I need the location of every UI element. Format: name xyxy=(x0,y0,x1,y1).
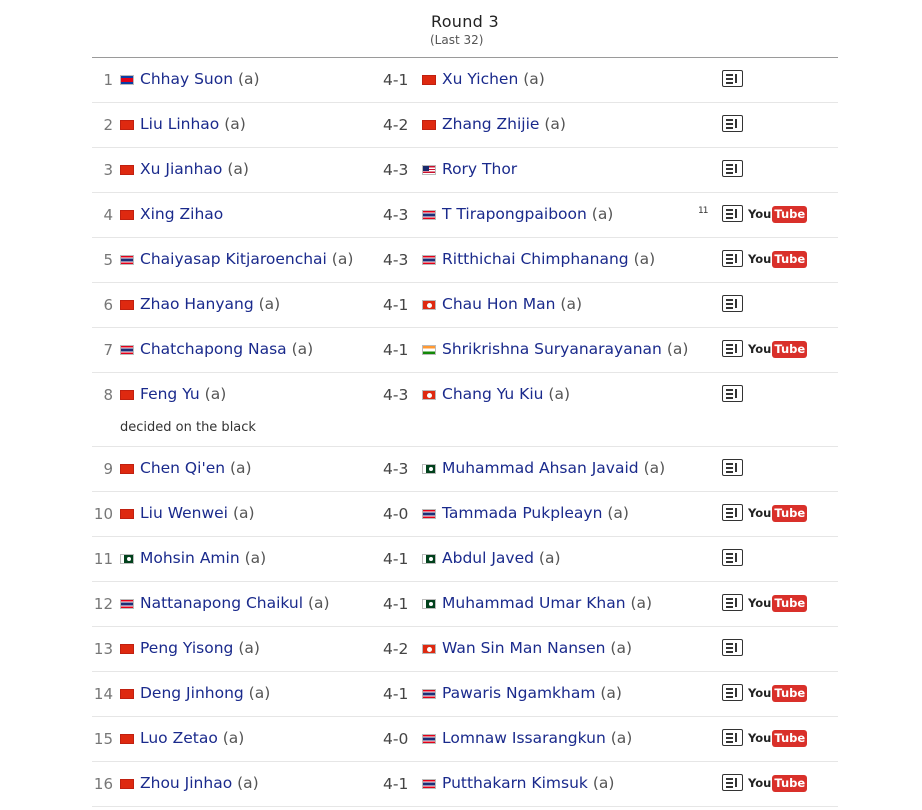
player-two xyxy=(422,639,632,657)
player-two-name[interactable]: Xu Yichen xyxy=(442,70,519,88)
match-row xyxy=(92,238,838,283)
frame-scores-icon[interactable] xyxy=(722,729,743,746)
match-row xyxy=(92,193,838,238)
player-one xyxy=(120,684,270,702)
player-two xyxy=(422,115,566,133)
player-two-name[interactable]: Pawaris Ngamkham xyxy=(442,684,596,702)
china-flag-icon xyxy=(120,120,134,130)
player-two-amateur-tag: (a) xyxy=(630,594,653,612)
player-two-amateur-tag: (a) xyxy=(523,70,545,88)
thailand-flag-icon xyxy=(422,734,436,744)
player-two-amateur-tag: (a) xyxy=(610,729,633,747)
player-one xyxy=(120,250,353,268)
player-one-amateur-tag: (a) xyxy=(232,504,255,522)
player-two-name[interactable]: Chang Yu Kiu xyxy=(442,385,544,403)
youtube-icon[interactable] xyxy=(748,775,807,792)
frame-scores-icon[interactable] xyxy=(722,70,743,87)
hongkong-flag-icon xyxy=(422,644,436,654)
player-one-name[interactable]: Peng Yisong xyxy=(140,639,234,657)
player-one-amateur-tag: (a) xyxy=(237,70,260,88)
match-score: 4-0 xyxy=(383,505,409,523)
player-two-amateur-tag: (a) xyxy=(538,549,561,567)
player-one-amateur-tag: (a) xyxy=(238,639,260,657)
player-two-amateur-tag: (a) xyxy=(610,639,632,657)
youtube-logo-tube: Tube xyxy=(774,252,806,266)
pakistan-flag-icon xyxy=(120,554,134,564)
player-one-name[interactable]: Nattanapong Chaikul xyxy=(140,594,304,612)
frame-scores-icon[interactable] xyxy=(722,594,743,611)
player-two xyxy=(422,459,665,477)
youtube-logo-tube: Tube xyxy=(774,731,806,745)
thailand-flag-icon xyxy=(120,255,134,265)
youtube-logo-you: You xyxy=(748,506,772,520)
match-number: 2 xyxy=(103,116,113,134)
match-number: 15 xyxy=(93,730,113,748)
match-score: 4-2 xyxy=(383,116,409,134)
youtube-icon[interactable] xyxy=(748,251,807,268)
china-flag-icon xyxy=(120,509,134,519)
match-score: 4-3 xyxy=(383,251,409,269)
hongkong-flag-icon xyxy=(422,390,436,400)
round-title: Round 3 xyxy=(431,12,499,31)
china-flag-icon xyxy=(422,120,436,130)
player-two-name[interactable]: Shrikrishna Suryanarayanan xyxy=(442,340,662,358)
player-two xyxy=(422,205,613,223)
youtube-logo-tube: Tube xyxy=(774,596,806,610)
match-number: 16 xyxy=(93,775,113,793)
pakistan-flag-icon xyxy=(422,599,436,609)
player-one xyxy=(120,639,260,657)
match-row xyxy=(92,717,838,762)
match-row xyxy=(92,447,838,492)
player-two-amateur-tag: (a) xyxy=(607,504,629,522)
player-two-name[interactable]: Muhammad Ahsan Javaid xyxy=(442,459,639,477)
frame-scores-icon[interactable] xyxy=(722,250,743,267)
player-one-name[interactable]: Xing Zihao xyxy=(140,205,224,223)
thailand-flag-icon xyxy=(120,345,134,355)
player-one-name[interactable]: Chatchapong Nasa xyxy=(140,340,287,358)
player-one xyxy=(120,594,330,612)
player-one-amateur-tag: (a) xyxy=(204,385,227,403)
player-two xyxy=(422,774,614,792)
match-score: 4-2 xyxy=(383,640,409,658)
results-panel xyxy=(92,0,838,807)
match-score: 4-3 xyxy=(383,386,409,404)
player-one-amateur-tag: (a) xyxy=(244,549,267,567)
player-two-amateur-tag: (a) xyxy=(600,684,622,702)
match-row xyxy=(92,672,838,717)
player-two xyxy=(422,70,545,88)
player-one-amateur-tag: (a) xyxy=(237,774,259,792)
player-one-name[interactable]: Luo Zetao xyxy=(140,729,218,747)
player-two-amateur-tag: (a) xyxy=(560,295,583,313)
youtube-icon[interactable] xyxy=(748,595,807,612)
frame-scores-icon[interactable] xyxy=(722,639,743,656)
youtube-logo-you: You xyxy=(748,731,772,745)
match-note: decided on the black xyxy=(120,420,256,435)
player-two-name[interactable]: Zhang Zhijie xyxy=(442,115,540,133)
player-one-name[interactable]: Deng Jinhong xyxy=(140,684,244,702)
match-number: 6 xyxy=(103,296,113,314)
player-two-amateur-tag: (a) xyxy=(643,459,666,477)
player-two xyxy=(422,504,629,522)
frame-scores-icon[interactable] xyxy=(722,684,743,701)
player-one xyxy=(120,385,226,403)
player-two-name[interactable]: Wan Sin Man Nansen xyxy=(442,639,606,657)
match-number: 8 xyxy=(103,386,113,404)
china-flag-icon xyxy=(120,300,134,310)
player-one xyxy=(120,774,259,792)
player-two xyxy=(422,160,517,178)
frame-scores-icon[interactable] xyxy=(722,205,743,222)
usa-flag-icon xyxy=(422,165,436,175)
player-one xyxy=(120,205,223,223)
match-score: 4-3 xyxy=(383,460,409,478)
player-two xyxy=(422,684,622,702)
player-one xyxy=(120,549,266,567)
pakistan-flag-icon xyxy=(422,554,436,564)
player-two-name[interactable]: T Tirapongpaiboon xyxy=(442,205,587,223)
player-two xyxy=(422,250,655,268)
youtube-logo-you: You xyxy=(748,686,772,700)
frame-scores-icon[interactable] xyxy=(722,160,743,177)
player-two-amateur-tag: (a) xyxy=(591,205,614,223)
match-number: 13 xyxy=(93,640,113,658)
player-two-name[interactable]: Lomnaw Issarangkun xyxy=(442,729,606,747)
player-one-amateur-tag: (a) xyxy=(308,594,330,612)
match-number: 10 xyxy=(93,505,113,523)
hongkong-flag-icon xyxy=(422,300,436,310)
thailand-flag-icon xyxy=(422,255,436,265)
match-row xyxy=(92,492,838,537)
youtube-logo-tube: Tube xyxy=(774,342,806,356)
player-one xyxy=(120,340,313,358)
frames-indicator: 11 xyxy=(698,206,708,216)
player-one xyxy=(120,504,255,522)
china-flag-icon xyxy=(120,390,134,400)
player-two xyxy=(422,594,652,612)
china-flag-icon xyxy=(120,464,134,474)
youtube-icon[interactable] xyxy=(748,206,807,223)
round-subtitle: (Last 32) xyxy=(430,33,484,47)
match-row xyxy=(92,328,838,373)
player-one-amateur-tag: (a) xyxy=(291,340,314,358)
match-number: 12 xyxy=(93,595,113,613)
frame-scores-icon[interactable] xyxy=(722,340,743,357)
match-score: 4-1 xyxy=(383,71,409,89)
youtube-logo-you: You xyxy=(748,596,772,610)
match-row xyxy=(92,283,838,328)
player-one xyxy=(120,729,244,747)
player-one-amateur-tag: (a) xyxy=(331,250,354,268)
player-one-name[interactable]: Chaiyasap Kitjaroenchai xyxy=(140,250,327,268)
match-row xyxy=(92,103,838,148)
player-two-amateur-tag: (a) xyxy=(666,340,689,358)
player-one-name[interactable]: Feng Yu xyxy=(140,385,200,403)
player-one-name[interactable]: Zhou Jinhao xyxy=(140,774,233,792)
thailand-flag-icon xyxy=(422,779,436,789)
frame-scores-icon[interactable] xyxy=(722,295,743,312)
china-flag-icon xyxy=(120,210,134,220)
player-one xyxy=(120,459,252,477)
youtube-logo-tube: Tube xyxy=(774,686,806,700)
match-score: 4-1 xyxy=(383,775,409,793)
cambodia-flag-icon xyxy=(120,75,134,85)
china-flag-icon xyxy=(120,689,134,699)
thailand-flag-icon xyxy=(422,689,436,699)
player-two-amateur-tag: (a) xyxy=(633,250,656,268)
youtube-logo-tube: Tube xyxy=(774,506,806,520)
player-two-name[interactable]: Muhammad Umar Khan xyxy=(442,594,626,612)
match-row xyxy=(92,148,838,193)
player-one xyxy=(120,115,246,133)
match-number: 14 xyxy=(93,685,113,703)
player-two-amateur-tag: (a) xyxy=(544,115,566,133)
player-one-name[interactable]: Chen Qi'en xyxy=(140,459,226,477)
china-flag-icon xyxy=(120,644,134,654)
match-score: 4-0 xyxy=(383,730,409,748)
frame-scores-icon[interactable] xyxy=(722,115,743,132)
youtube-icon[interactable] xyxy=(748,505,807,522)
match-row xyxy=(92,537,838,582)
frame-scores-icon[interactable] xyxy=(722,504,743,521)
match-score: 4-3 xyxy=(383,161,409,179)
player-one-amateur-tag: (a) xyxy=(224,115,246,133)
thailand-flag-icon xyxy=(422,210,436,220)
match-score: 4-1 xyxy=(383,296,409,314)
match-number: 7 xyxy=(103,341,113,359)
player-one-amateur-tag: (a) xyxy=(230,459,252,477)
thailand-flag-icon xyxy=(422,509,436,519)
player-one-name[interactable]: Xu Jianhao xyxy=(140,160,223,178)
player-one-amateur-tag: (a) xyxy=(258,295,281,313)
player-two xyxy=(422,385,570,403)
player-two-name[interactable]: Rory Thor xyxy=(442,160,518,178)
player-two-name[interactable]: Abdul Javed xyxy=(442,549,534,567)
match-score: 4-1 xyxy=(383,595,409,613)
china-flag-icon xyxy=(120,165,134,175)
match-number: 11 xyxy=(93,550,113,568)
youtube-logo-you: You xyxy=(748,342,772,356)
player-one-name[interactable]: Liu Wenwei xyxy=(140,504,228,522)
player-two xyxy=(422,729,632,747)
youtube-icon[interactable] xyxy=(748,341,807,358)
player-one-name[interactable]: Zhao Hanyang xyxy=(140,295,254,313)
player-one-amateur-tag: (a) xyxy=(248,684,271,702)
match-row xyxy=(92,762,838,807)
frame-scores-icon[interactable] xyxy=(722,459,743,476)
round-header xyxy=(92,0,838,58)
player-two-name[interactable]: Ritthichai Chimphanang xyxy=(442,250,629,268)
frame-scores-icon[interactable] xyxy=(722,549,743,566)
player-one-amateur-tag: (a) xyxy=(227,160,249,178)
match-row xyxy=(92,627,838,672)
match-number: 9 xyxy=(103,460,113,478)
player-two-amateur-tag: (a) xyxy=(548,385,571,403)
youtube-logo-you: You xyxy=(748,252,772,266)
player-two xyxy=(422,340,688,358)
match-row xyxy=(92,582,838,627)
india-flag-icon xyxy=(422,345,436,355)
player-two-name[interactable]: Tammada Pukpleayn xyxy=(442,504,603,522)
player-one xyxy=(120,295,280,313)
match-number: 5 xyxy=(103,251,113,269)
youtube-icon[interactable] xyxy=(748,730,807,747)
match-list xyxy=(92,58,838,807)
player-one xyxy=(120,70,260,88)
youtube-icon[interactable] xyxy=(748,685,807,702)
youtube-logo-you: You xyxy=(748,207,772,221)
pakistan-flag-icon xyxy=(422,464,436,474)
player-one xyxy=(120,160,249,178)
match-score: 4-1 xyxy=(383,341,409,359)
match-number: 4 xyxy=(103,206,113,224)
match-score: 4-1 xyxy=(383,550,409,568)
youtube-logo-tube: Tube xyxy=(774,207,806,221)
thailand-flag-icon xyxy=(120,599,134,609)
match-row xyxy=(92,58,838,103)
match-row xyxy=(92,373,838,447)
player-two xyxy=(422,295,582,313)
player-one-name[interactable]: Liu Linhao xyxy=(140,115,220,133)
china-flag-icon xyxy=(120,734,134,744)
match-number: 1 xyxy=(103,71,113,89)
player-one-name[interactable]: Mohsin Amin xyxy=(140,549,240,567)
player-two-name[interactable]: Chau Hon Man xyxy=(442,295,556,313)
player-two xyxy=(422,549,561,567)
youtube-logo-tube: Tube xyxy=(774,776,806,790)
youtube-logo-you: You xyxy=(748,776,772,790)
china-flag-icon xyxy=(422,75,436,85)
frame-scores-icon[interactable] xyxy=(722,774,743,791)
china-flag-icon xyxy=(120,779,134,789)
match-score: 4-3 xyxy=(383,206,409,224)
match-score: 4-1 xyxy=(383,685,409,703)
frame-scores-icon[interactable] xyxy=(722,385,743,402)
player-two-name[interactable]: Putthakarn Kimsuk xyxy=(442,774,588,792)
player-two-amateur-tag: (a) xyxy=(592,774,615,792)
player-one-name[interactable]: Chhay Suon xyxy=(140,70,234,88)
match-number: 3 xyxy=(103,161,113,179)
player-one-amateur-tag: (a) xyxy=(222,729,245,747)
